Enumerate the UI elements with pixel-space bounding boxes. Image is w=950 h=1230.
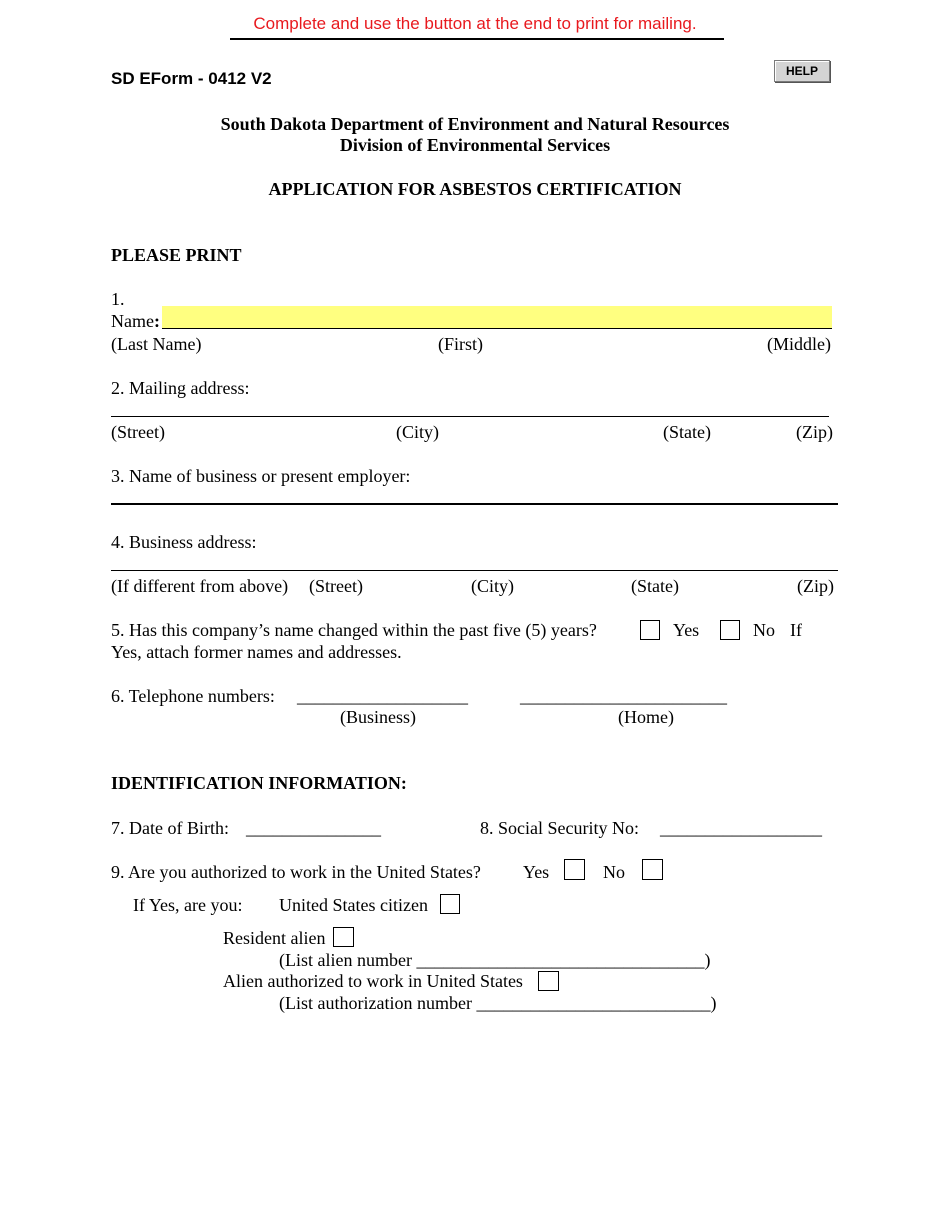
form-title: APPLICATION FOR ASBESTOS CERTIFICATION xyxy=(268,179,682,199)
q1-colon: : xyxy=(153,311,160,331)
q1-sub-last-name: (Last Name) xyxy=(111,334,202,354)
q6-sub-business: (Business) xyxy=(340,707,416,727)
q2-label: 2. Mailing address: xyxy=(111,378,250,398)
q4-sub-if-different: (If different from above) xyxy=(111,576,289,596)
name-input[interactable] xyxy=(162,306,832,329)
division-name: Division of Environmental Services xyxy=(339,135,611,155)
resident-alien-label: Resident alien xyxy=(223,928,326,948)
q2-sub-state: (State) xyxy=(663,422,711,442)
authorized-alien-checkbox[interactable] xyxy=(538,971,559,991)
q1-sub-first-name: (First) xyxy=(438,334,483,354)
date-of-birth-field[interactable]: _______________ xyxy=(246,818,381,838)
q5-note: Yes, attach former names and addresses. xyxy=(111,642,402,662)
help-button[interactable]: HELP xyxy=(774,60,830,82)
please-print-heading: PLEASE PRINT xyxy=(111,245,242,265)
form-id: SD EForm - 0412 V2 xyxy=(111,69,272,88)
mailing-address-line[interactable] xyxy=(111,416,829,417)
q4-sub-street: (Street) xyxy=(309,576,363,596)
alien-number-field[interactable]: (List alien number ________________________________) xyxy=(279,950,711,970)
q2-sub-city: (City) xyxy=(396,422,439,442)
q9-if-yes-label: If Yes, are you: xyxy=(133,895,243,915)
q6-label: 6. Telephone numbers: xyxy=(111,686,275,706)
q5-yes-label: Yes xyxy=(673,620,700,640)
q3-label: 3. Name of business or present employer: xyxy=(111,466,411,486)
q9-no-label: No xyxy=(603,862,625,882)
q4-sub-zip: (Zip) xyxy=(797,576,834,596)
identification-heading: IDENTIFICATION INFORMATION: xyxy=(111,773,407,793)
q2-sub-zip: (Zip) xyxy=(796,422,833,442)
q5-no-checkbox[interactable] xyxy=(720,620,740,640)
q1-name-label xyxy=(111,311,160,332)
q9-yes-label: Yes xyxy=(523,862,550,882)
q9-label: 9. Are you authorized to work in the United States? xyxy=(111,862,481,882)
q5-label: 5. Has this company’s name changed within the past five (5) years? xyxy=(111,620,597,640)
notice-underline xyxy=(230,38,724,40)
ssn-field[interactable]: __________________ xyxy=(660,818,822,838)
q9-no-checkbox[interactable] xyxy=(642,859,663,880)
agency-name: South Dakota Department of Environment and Natural Resources xyxy=(220,114,730,134)
q4-label: 4. Business address: xyxy=(111,532,257,552)
q7-label: 7. Date of Birth: xyxy=(111,818,229,838)
home-phone-field[interactable]: _______________________ xyxy=(520,686,727,706)
q1-name-text: Name xyxy=(111,311,154,331)
authorization-number-field[interactable]: (List authorization number __________________________) xyxy=(279,993,717,1013)
q4-sub-state: (State) xyxy=(631,576,679,596)
q9-yes-checkbox[interactable] xyxy=(564,859,585,880)
print-instruction-notice: Complete and use the button at the end to print for mailing. xyxy=(253,14,697,33)
business-address-line[interactable] xyxy=(111,570,838,571)
q2-sub-street: (Street) xyxy=(111,422,165,442)
us-citizen-label: United States citizen xyxy=(279,895,428,915)
q1-sub-middle-name: (Middle) xyxy=(767,334,831,354)
q8-label: 8. Social Security No: xyxy=(480,818,639,838)
q4-sub-city: (City) xyxy=(471,576,514,596)
authorized-alien-label: Alien authorized to work in United States xyxy=(223,971,523,991)
q5-if-text: If xyxy=(790,620,802,640)
business-phone-field[interactable]: ___________________ xyxy=(297,686,468,706)
resident-alien-checkbox[interactable] xyxy=(333,927,354,947)
q5-no-label: No xyxy=(753,620,775,640)
q5-yes-checkbox[interactable] xyxy=(640,620,660,640)
employer-line[interactable] xyxy=(111,503,838,505)
q1-number: 1. xyxy=(111,289,125,309)
q6-sub-home: (Home) xyxy=(618,707,674,727)
us-citizen-checkbox[interactable] xyxy=(440,894,460,914)
